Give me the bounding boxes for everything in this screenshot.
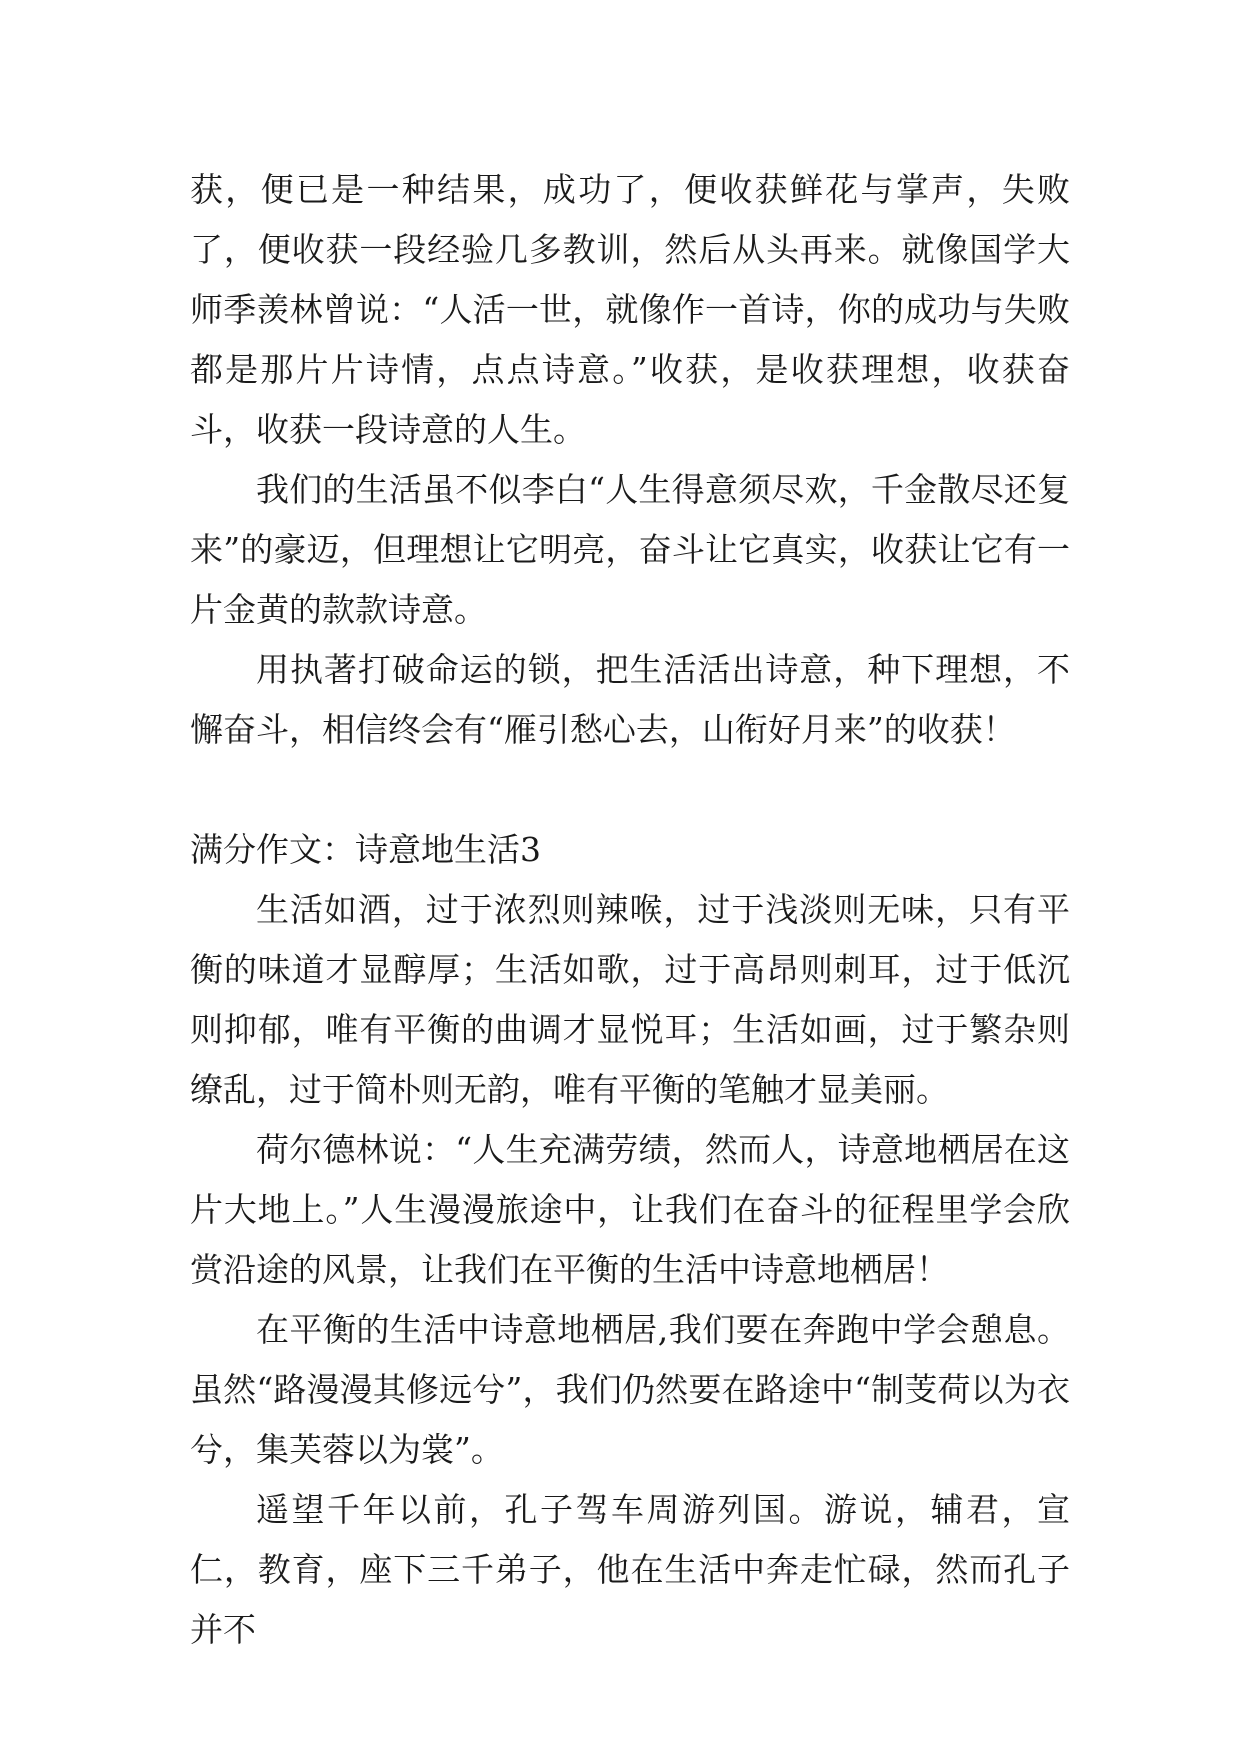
paragraph-holderlin: 荷尔德林说：“人生充满劳绩，然而人，诗意地栖居在这片大地上。”人生漫漫旅途中，让我们在奋斗的征程里学会欣赏沿途的风景，让我们在平衡的生活中诗意地栖居！ [190, 1130, 1070, 1289]
paragraph-confucius: 遥望千年以前，孔子驾车周游列国。游说，辅君，宣仁，教育，座下三千弟子，他在生活中奔走忙碌，然而孔子并不 [190, 1490, 1070, 1649]
paragraph-harvest-continued: 获，便已是一种结果，成功了，便收获鲜花与掌声，失败了，便收获一段经验几多教训，然后从头再来。就像国学大师季羡林曾说：“人活一世，就像作一首诗，你的成功与失败都是那片片诗情，点点诗意。”收获，是收获理想，收获奋斗，收获一段诗意的人生。 [190, 170, 1070, 449]
paragraph-li-bai: 我们的生活虽不似李白“人生得意须尽欢，千金散尽还复来”的豪迈，但理想让它明亮，奋斗让它真实，收获让它有一片金黄的款款诗意。 [190, 470, 1070, 629]
section-spacer [190, 760, 1070, 820]
paragraph-rest-while-running: 在平衡的生活中诗意地栖居,我们要在奔跑中学会憩息。虽然“路漫漫其修远兮”，我们仍然要在路途中“制芰荷以为衣兮，集芙蓉以为裳”。 [190, 1310, 1070, 1469]
paragraph-conclusion: 用执著打破命运的锁，把生活活出诗意，种下理想，不懈奋斗，相信终会有“雁引愁心去，山衔好月来”的收获！ [190, 650, 1070, 749]
article-body [190, 160, 1070, 1660]
paragraph-life-balance: 生活如酒，过于浓烈则辣喉，过于浅淡则无味，只有平衡的味道才显醇厚；生活如歌，过于高昂则刺耳，过于低沉则抑郁，唯有平衡的曲调才显悦耳；生活如画，过于繁杂则缭乱，过于简朴则无韵，唯有平衡的笔触才显美丽。 [190, 890, 1070, 1109]
essay-heading: 满分作文：诗意地生活3 [190, 830, 541, 869]
